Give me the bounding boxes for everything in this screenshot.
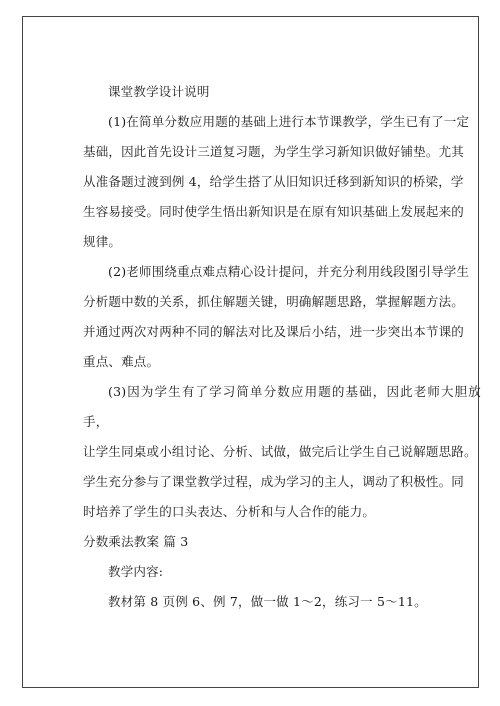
paragraph-line: 生容易接受。同时使学生悟出新知识是在原有知识基础上发展起来的: [83, 204, 465, 219]
paragraph-line: 时培养了学生的口头表达、分析和与人合作的能力。: [83, 504, 376, 519]
paragraph-line: 学生充分参与了课堂教学过程，成为学习的主人，调动了积极性。同: [83, 474, 465, 489]
section-title: 分数乘法教案 篇 3: [83, 534, 189, 549]
paragraph-3: [83, 377, 481, 527]
section-heading: 课堂教学设计说明: [108, 84, 210, 99]
paragraph-line: 从准备题过渡到例 4，给学生搭了从旧知识迁移到新知识的桥梁，学: [83, 174, 464, 189]
paragraph-line: (1)在简单分数应用题的基础上进行本节课教学，学生已有了一定: [108, 114, 470, 129]
document-page: [22, 16, 479, 688]
paragraph-2: [83, 257, 481, 377]
paragraph-line: 规律。: [83, 234, 122, 249]
paragraph-line: (2)老师围绕重点难点精心设计提问，并充分利用线段图引导学生: [108, 264, 470, 279]
paragraph-line: 分析题中数的关系，抓住解题关键，明确解题思路，掌握解题方法。: [83, 294, 465, 309]
paragraph-1: [83, 107, 481, 257]
teaching-content-label: 教学内容:: [108, 564, 164, 579]
paragraph-line: (3)因为学生有了学习简单分数应用题的基础，因此老师大胆放手，: [83, 384, 481, 429]
teaching-content-text: 教材第 8 页例 6、例 7，做一做 1～2，练习一 5～11。: [108, 594, 427, 609]
paragraph-line: 让学生同桌或小组讨论、分析、试做，做完后让学生自己说解题思路。: [83, 444, 477, 459]
paragraph-line: 基础，因此首先设计三道复习题，为学生学习新知识做好铺垫。尤其: [83, 144, 465, 159]
paragraph-line: 重点、难点。: [83, 354, 160, 369]
paragraph-line: 并通过两次对两种不同的解法对比及课后小结，进一步突出本节课的: [83, 324, 465, 339]
document-body: [83, 77, 481, 617]
